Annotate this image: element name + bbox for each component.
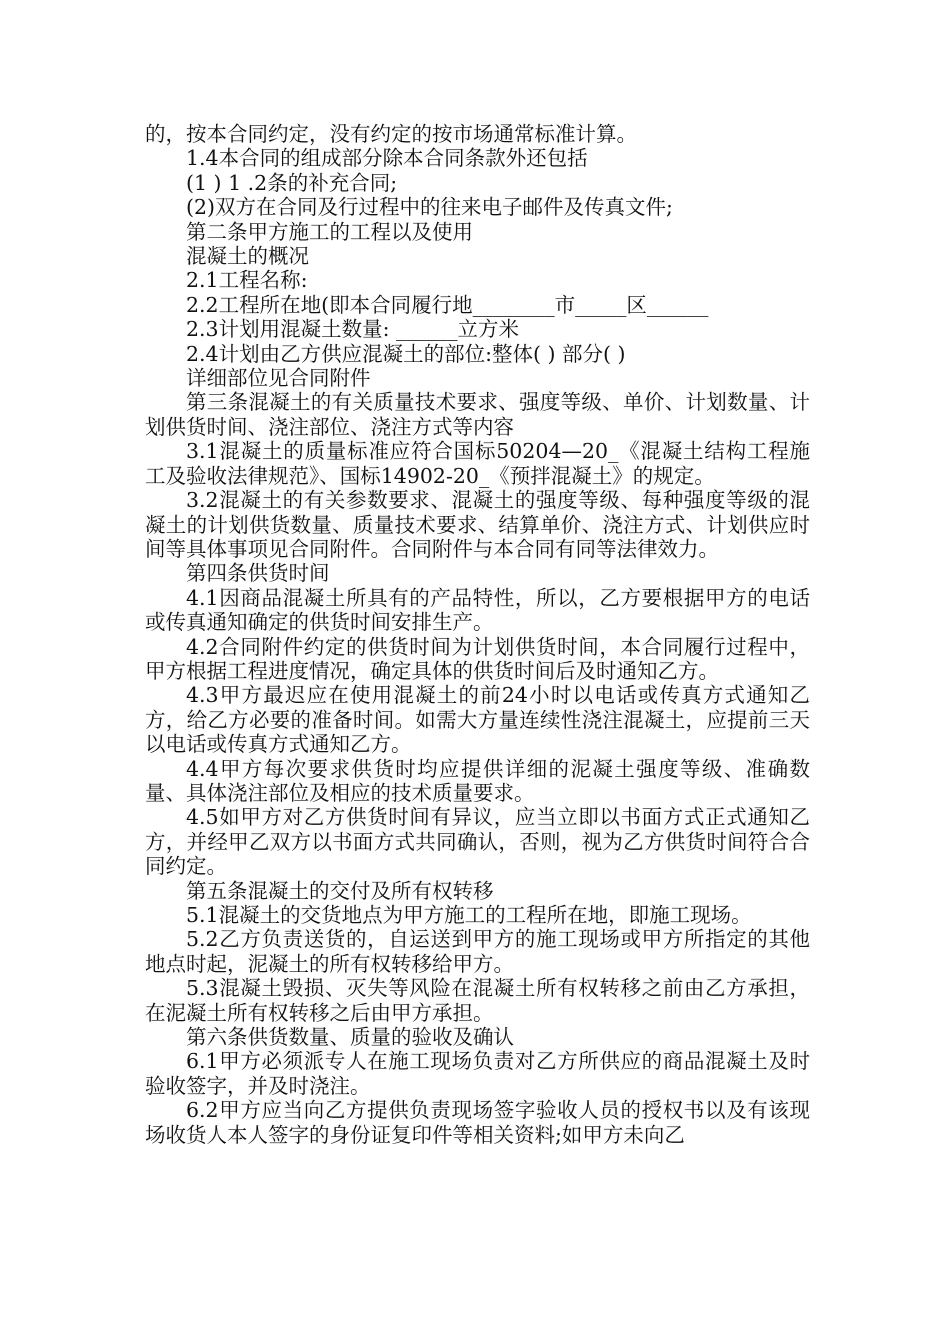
article-2-heading-cont: 混凝土的概况: [186, 244, 309, 269]
paragraph-5-3: 5.3混凝土毁损、灭失等风险在混凝土所有权转移之前由乙方承担，在泥凝土所有权转移之后由甲方承担。: [145, 976, 810, 1025]
paragraph-2-2: 2.2工程所在地(即本合同履行地________市_____区______: [186, 292, 709, 317]
paragraph-4-2: 4.2合同附件约定的供货时间为计划供货时间，本合同履行过程中，甲方根据工程进度情况，确定具体的供货时间后及时通知乙方。: [145, 634, 810, 683]
paragraph-3-1: 3.1混凝土的质量标准应符合国标50204—20_《混凝土结构工程施工及验收法律规范》、国标14902-20_《预拌混凝土》的规定。: [145, 439, 810, 488]
paragraph-1-4-item-2: (2)双方在合同及行过程中的往来电子邮件及传真文件;: [186, 195, 673, 220]
paragraph-3-2: 3.2混凝土的有关参数要求、混凝土的强度等级、每种强度等级的混凝土的计划供货数量、质量技术要求、结算单价、浇注方式、计划供应时间等具体事项见合同附件。合同附件与本合同有同等法律效力。: [145, 488, 810, 561]
article-3-heading: 第三条混凝土的有关质量技术要求、强度等级、单价、计划数量、计划供货时间、浇注部位、浇注方式等内容: [145, 390, 810, 439]
paragraph-1-4: 1.4本合同的组成部分除本合同条款外还包括: [186, 146, 588, 171]
paragraph-2-4-note: 详细部位见合同附件: [186, 366, 371, 391]
paragraph-4-3: 4.3甲方最迟应在使用混凝土的前24小时以电话或传真方式通知乙方，给乙方必要的准备时间。如需大方量连续性浇注混凝土，应提前三天以电话或传真方式通知乙方。: [145, 683, 810, 757]
paragraph-continuation: 的，按本合同约定，没有约定的按市场通常标准计算。: [145, 122, 637, 146]
paragraph-1-4-item-1: (1 ) 1 .2条的补充合同;: [186, 170, 398, 195]
article-4-heading: 第四条供货时间: [186, 561, 330, 586]
paragraph-2-3: 2.3计划用混凝土数量: ______立方米: [186, 317, 520, 342]
paragraph-6-2: 6.2甲方应当向乙方提供负责现场签字验收人员的授权书以及有该现场收货人本人签字的身份证复印件等相关资料;如甲方未向乙: [145, 1098, 810, 1147]
paragraph-2-1: 2.1工程名称:: [186, 268, 308, 293]
article-6-heading: 第六条供货数量、质量的验收及确认: [186, 1025, 514, 1050]
document-body: [145, 122, 810, 1147]
article-2-heading: 第二条甲方施工的工程以及使用: [186, 219, 473, 244]
paragraph-6-1: 6.1甲方必须派专人在施工现场负责对乙方所供应的商品混凝土及时验收签字，并及时浇注。: [145, 1049, 810, 1098]
paragraph-4-5: 4.5如甲方对乙方供货时间有异议，应当立即以书面方式正式通知乙方，并经甲乙双方以书面方式共同确认，否则，视为乙方供货时间符合合同约定。: [145, 805, 810, 879]
paragraph-4-1: 4.1因商品混凝土所具有的产品特性，所以，乙方要根据甲方的电话或传真通知确定的供货时间安排生产。: [145, 585, 810, 635]
paragraph-5-1: 5.1混凝土的交货地点为甲方施工的工程所在地，即施工现场。: [186, 903, 752, 927]
paragraph-5-2: 5.2乙方负责送货的，自运送到甲方的施工现场或甲方所指定的其他地点时起，泥凝土的所有权转移给甲方。: [145, 927, 810, 976]
paragraph-2-4: 2.4计划由乙方供应混凝土的部位:整体( ) 部分( ): [186, 341, 626, 366]
paragraph-4-4: 4.4甲方每次要求供货时均应提供详细的泥凝土强度等级、准确数量、具体浇注部位及相应的技术质量要求。: [145, 756, 810, 805]
article-5-heading: 第五条混凝土的交付及所有权转移: [186, 878, 494, 903]
